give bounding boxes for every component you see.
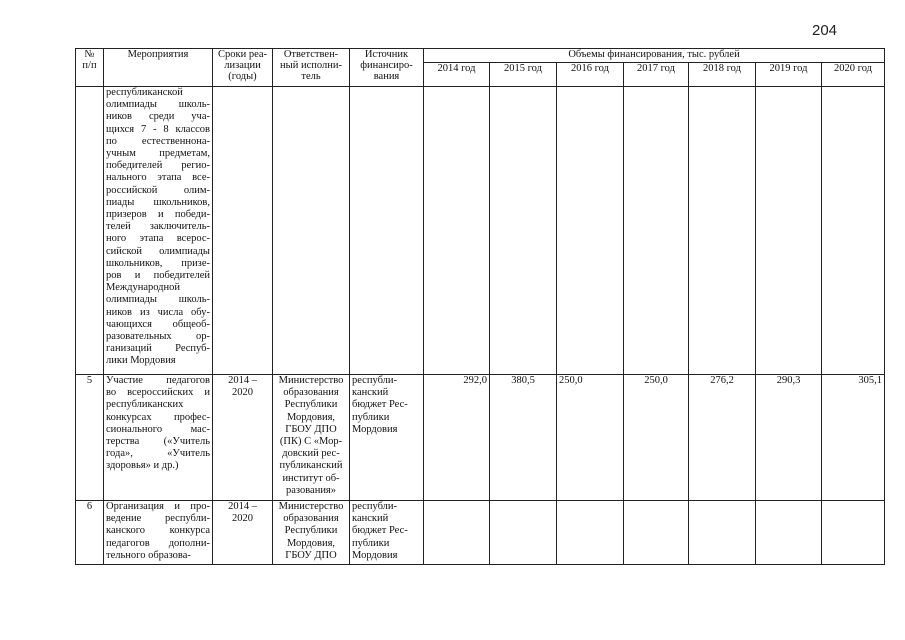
event-line: канского конкурса [106, 525, 210, 537]
row-terms: 2014 – 2020 [213, 501, 273, 565]
row-value-2015 [490, 501, 557, 565]
table-body [76, 87, 885, 565]
header-source: Источник финансиро- вания [350, 49, 424, 87]
event-line: ников среди уча- [106, 111, 210, 123]
row-value-2017 [624, 501, 689, 565]
header-terms: Сроки реа- лизации (годы) [213, 49, 273, 87]
event-line: терства («Учитель [106, 436, 210, 448]
event-line: разовательных ор- [106, 331, 210, 343]
event-line: олимпиады школь- [106, 99, 210, 111]
event-line: Участие педагогов [106, 375, 210, 386]
row-value-2020: 305,1 [822, 375, 885, 501]
row-number: 6 [76, 501, 104, 565]
event-line: победителей регио- [106, 160, 210, 172]
event-line: по естественнона- [106, 135, 210, 147]
header-event: Мероприятия [104, 49, 213, 87]
row-value-2019: 290,3 [756, 375, 822, 501]
table-row [76, 87, 885, 375]
event-line: призеров и победи- [106, 209, 210, 221]
header-year: 2018 год [689, 63, 756, 87]
header-funding: Объемы финансирования, тыс. рублей [424, 49, 885, 63]
row-responsible: Министерство образования Республики Мордовия, ГБОУ ДПО [273, 501, 350, 565]
event-line: ведение республи- [106, 513, 210, 525]
row-value-2014 [424, 501, 490, 565]
row-value-2014 [424, 87, 490, 375]
header-year: 2014 год [424, 63, 490, 87]
row-value-2018: 276,2 [689, 375, 756, 501]
row-value-2016: 250,0 [557, 375, 624, 501]
header-year: 2020 год [822, 63, 885, 87]
event-line: школьников, призе- [106, 257, 210, 269]
row-value-2018 [689, 87, 756, 375]
event-line: телей заключитель- [106, 221, 210, 233]
page-number: 204 [812, 22, 838, 39]
row-event [104, 87, 213, 375]
header-number: № п/п [76, 49, 104, 87]
event-line: года», «Учитель [106, 448, 210, 460]
row-value-2020 [822, 87, 885, 375]
row-value-2016 [557, 87, 624, 375]
table-row [76, 501, 885, 565]
row-value-2018 [689, 501, 756, 565]
row-event [104, 375, 213, 501]
event-line: ников из числа обу- [106, 306, 210, 318]
event-line: нального этапа все- [106, 172, 210, 184]
event-line: лики Мордовия [106, 355, 176, 367]
event-line: российской олим- [106, 184, 210, 196]
event-line: учным предметам, [106, 148, 210, 160]
header-year: 2015 год [490, 63, 557, 87]
row-value-2017 [624, 87, 689, 375]
row-terms [213, 87, 273, 375]
row-responsible [273, 87, 350, 375]
event-line: щихся 7 - 8 классов [106, 123, 210, 135]
event-line: конкурсах профес- [106, 411, 210, 423]
row-value-2017: 250,0 [624, 375, 689, 501]
row-responsible: Министерство образования Республики Мордовия, ГБОУ ДПО (ПК) С «Мор- довский рес- публиканский институт об- разования» [273, 375, 350, 501]
row-value-2019 [756, 87, 822, 375]
event-line: Международной [106, 282, 181, 294]
event-line: ров и победителей [106, 270, 210, 282]
event-line: сионального мас- [106, 423, 210, 435]
event-line: тельного образова- [106, 549, 191, 561]
header-year: 2017 год [624, 63, 689, 87]
row-value-2015 [490, 87, 557, 375]
table-row [76, 375, 885, 501]
header-year: 2016 год [557, 63, 624, 87]
row-number: 5 [76, 375, 104, 501]
header-year: 2019 год [756, 63, 822, 87]
row-value-2019 [756, 501, 822, 565]
event-line: республиканских [106, 399, 184, 411]
event-line: сийской олимпиады [106, 245, 210, 257]
event-line: ного этапа всерос- [106, 233, 210, 245]
row-value-2020 [822, 501, 885, 565]
row-source: республи- канский бюджет Рес- публики Мордовия [350, 501, 424, 565]
row-source: республи- канский бюджет Рес- публики Мордовия [350, 375, 424, 501]
event-line: педагогов дополни- [106, 537, 210, 549]
event-line: чающихся общеоб- [106, 318, 210, 330]
row-event [104, 501, 213, 565]
row-source [350, 87, 424, 375]
event-line: здоровья» и др.) [106, 460, 179, 472]
row-value-2014: 292,0 [424, 375, 490, 501]
row-value-2015: 380,5 [490, 375, 557, 501]
row-number [76, 87, 104, 375]
event-line: олимпиады школь- [106, 294, 210, 306]
event-line: республиканской [106, 87, 183, 98]
event-line: Организация и про- [106, 501, 210, 512]
event-line: ганизаций Респуб- [106, 343, 210, 355]
event-line: пиады школьников, [106, 196, 210, 208]
row-terms: 2014 – 2020 [213, 375, 273, 501]
header-responsible: Ответствен- ный исполни- тель [273, 49, 350, 87]
funding-table [75, 48, 885, 565]
event-line: во всероссийских и [106, 387, 210, 399]
row-value-2016 [557, 501, 624, 565]
